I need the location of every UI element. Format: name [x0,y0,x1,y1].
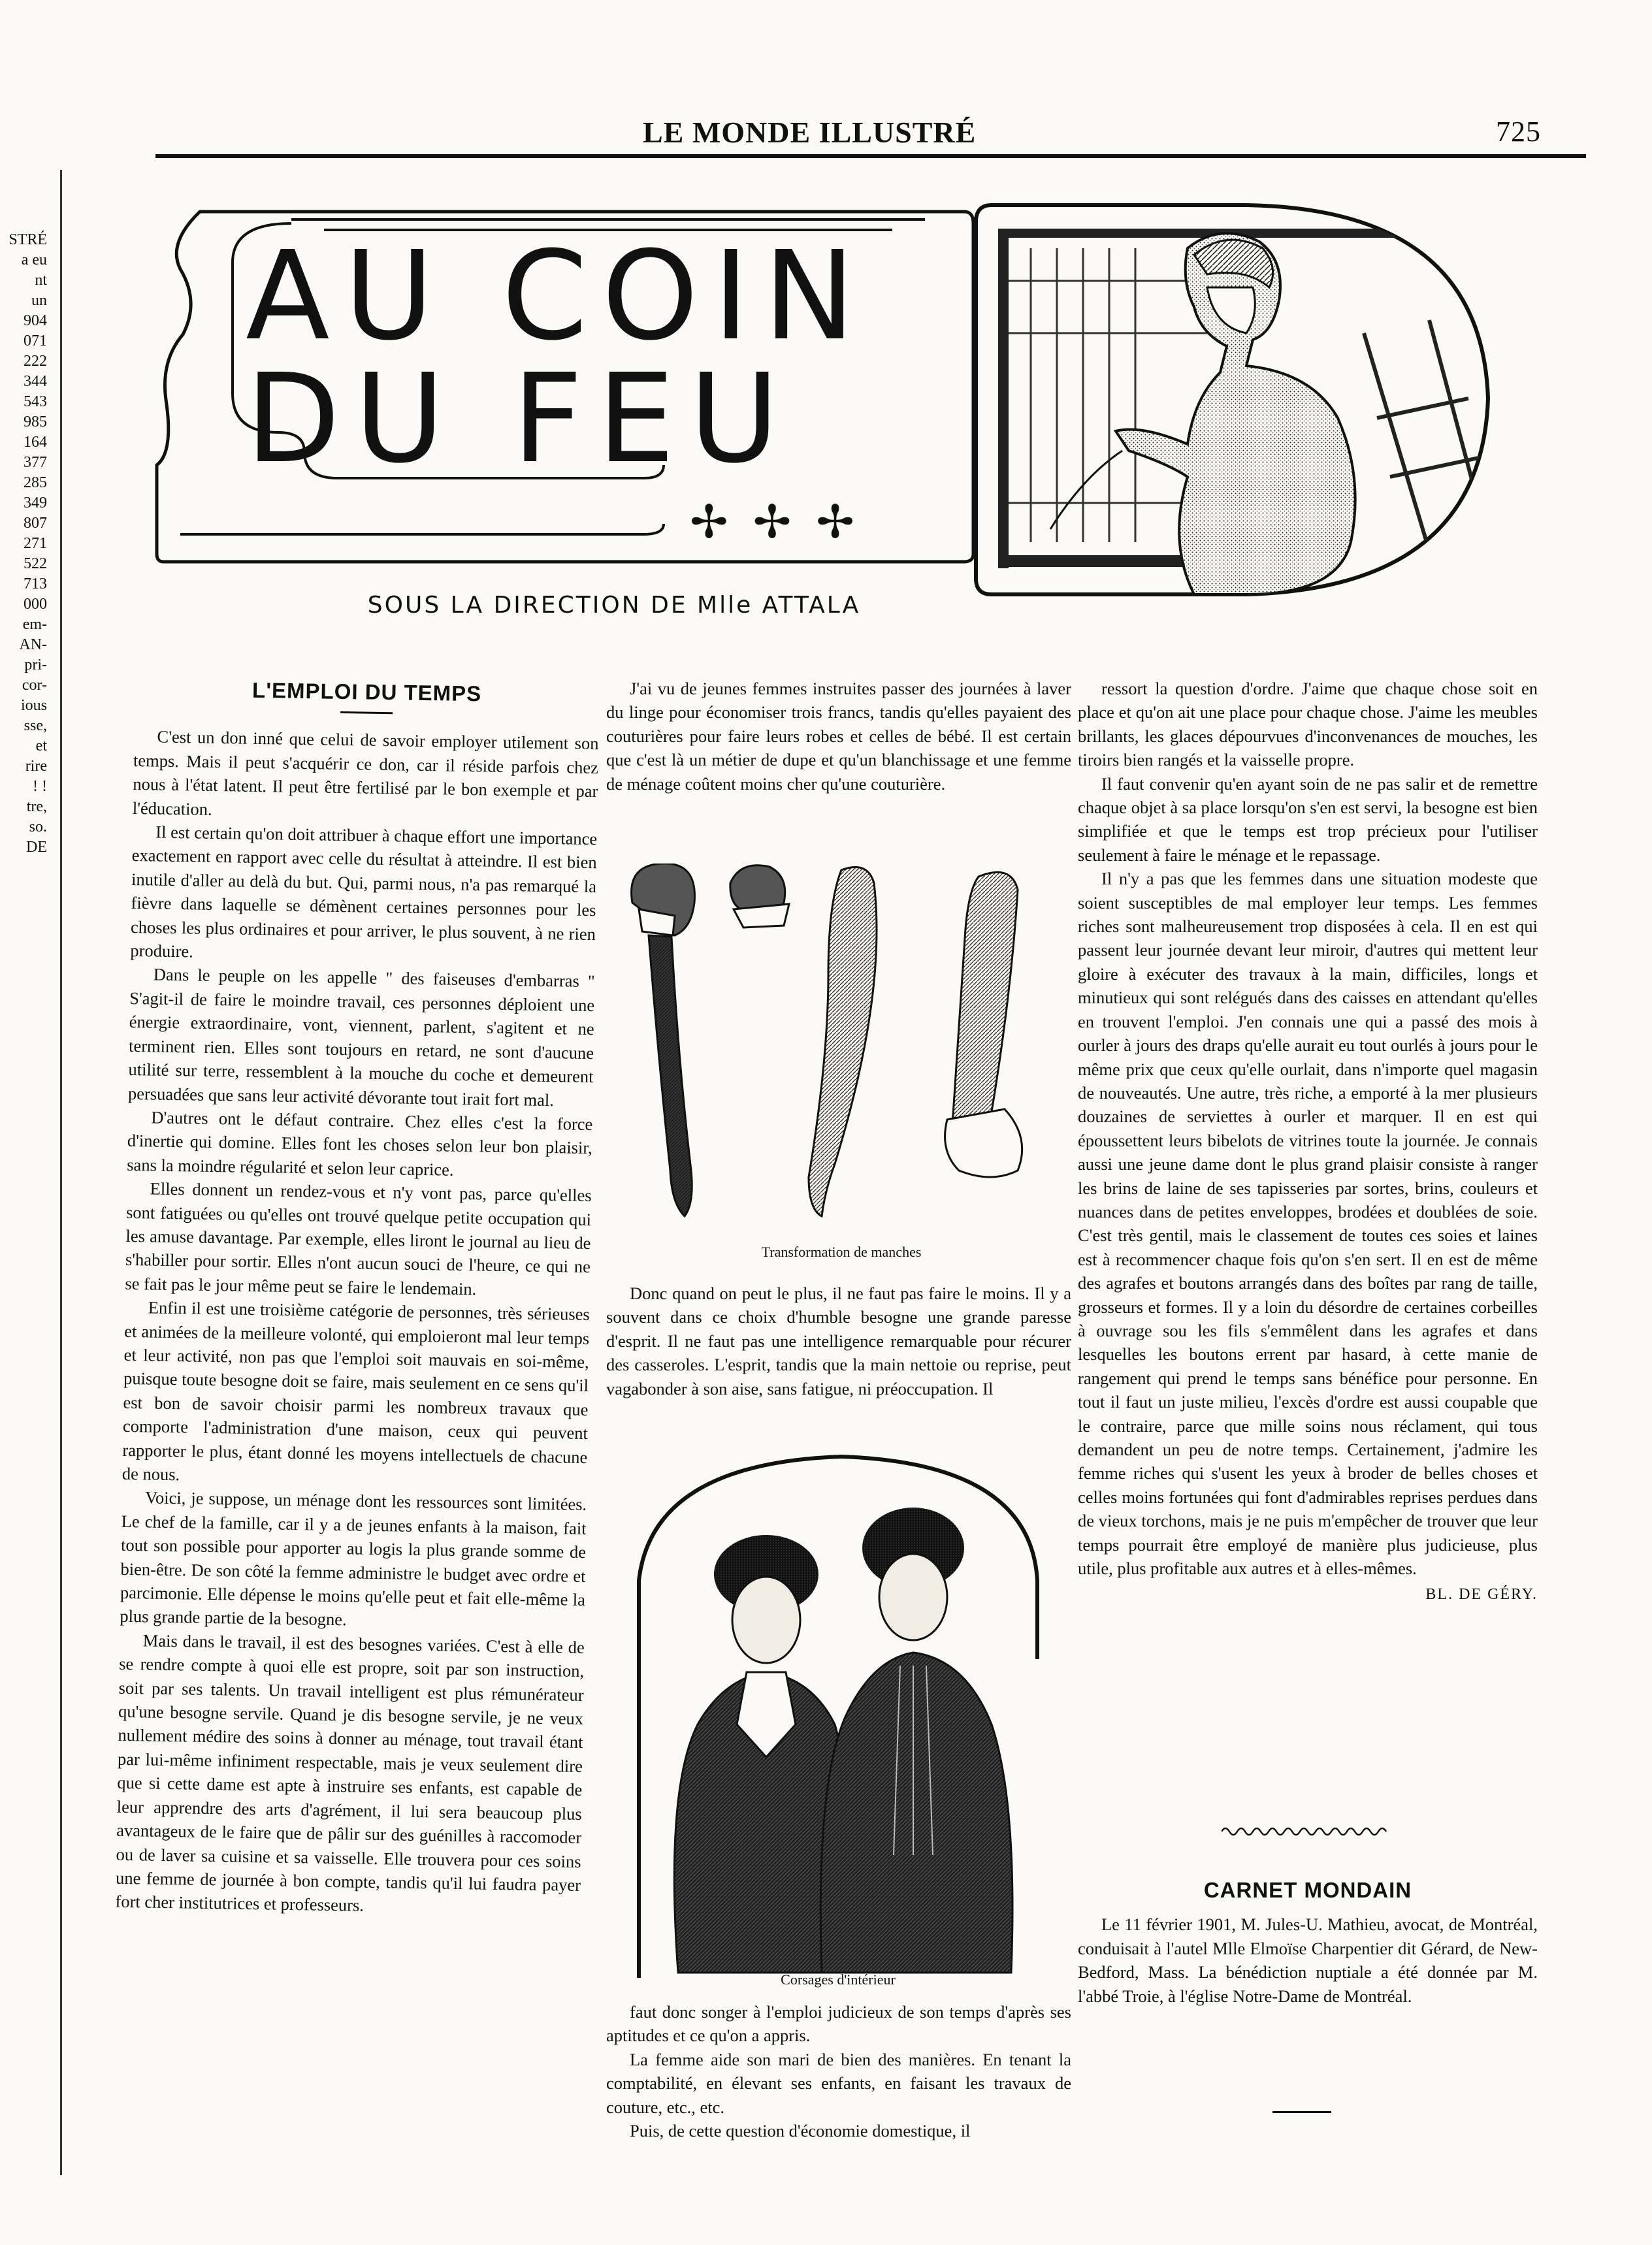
vignette-art [972,202,1495,600]
margin-fragment: nt [35,272,47,289]
margin-fragment: tre, [26,798,47,815]
end-rule [1272,2111,1331,2113]
left-margin-rule [60,170,62,2175]
header-rule [155,154,1586,158]
margin-fragment: ious [20,697,47,714]
margin-fragment: em- [22,616,47,633]
margin-fragment: 904 [24,312,47,329]
column-1 [115,677,600,1921]
paragraph: Voici, je suppose, un ménage dont les ressources sont limitées. Le chef de la famille, car il y a de jeunes enfants à la maison, fait tout son possible pour apporter au logis la plus grande somme de bien-être. De son côté la femme administre le budget avec ordre et parcimonie. Elle dépense le moins qu'elle peut et fait elle-même la plus grande partie de la besogne. [120,1487,587,1630]
paragraph: Puis, de cette question d'économie domestique, il [630,2121,971,2141]
ornament-crosses: ✢✢✢ [690,498,879,548]
signature: BL. DE GÉRY. [1425,1586,1538,1604]
sleeves-illustration [613,864,1070,1242]
margin-fragment: 713 [24,575,47,592]
margin-fragment: 271 [24,535,47,552]
paragraph: Il est certain qu'on doit attribuer à chaque effort une importance exactement en rapport avec celle du résultat à atteindre. Il est bien inutile d'aller au delà du but. Qui, parmi nous, n'a pas remarqué la fièvre dans laquelle se démènent certaines personnes pour les choses les plus ordinaires et pour arriver, le plus souvent, à ne rien produire. [130,822,598,961]
margin-fragment: 807 [24,515,47,532]
column-1-paragraphs [115,724,599,1920]
margin-fragment: 285 [24,474,47,491]
margin-fragment: 985 [24,413,47,430]
margin-fragment: so. [29,818,47,835]
paragraph: Elles donnent un rendez-vous et n'y vont pas, parce qu'elles sont fatiguées ou qu'elles ont trouvé quelque petite occupation qui les amuse davantage. Par exemple, elles liront le journal au lieu de s'habiller pour sortir. Elles n'ont aucun souci de l'heure, ce qui ne se fait pas le jour même peut se faire le lendemain. [125,1178,592,1299]
margin-fragment: un [31,292,47,309]
carnet-mondain [1078,1879,1538,2008]
margin-fragment: DE [26,839,47,856]
column-3 [1078,677,1538,1607]
column-2 [606,677,1071,796]
caption-bodices: Corsages d'intérieur [781,1971,896,1988]
margin-fragment: cor- [22,677,47,694]
paragraph: Il n'y a pas que les femmes dans une situation modeste que soient susceptibles de mal employer leur temps. Les femmes riches sont malheureusement trop disposées à cela. Il en est qui passent leur journée devant leur miroir, d'autres qui mettent leur gloire à exécuter des travaux à la main, difficiles, longs et minutieux qui sont relégués dans des caisses en attendant qu'elles en trouvent l'emploi. J'en connais une qui a passé des mois à ourler à jours des draps qu'elle aurait eu tout ourlés à jours pour le même prix que ceux qu'elle ourlait, dans n'importe quel magasin de nouveautés. Une autre, très riche, a emporté à la mer plusieurs douzaines de serviettes à ourler et marquer. Il en est qui époussettent leurs bibelots de vitrines toute la journée. Je connais aussi une jeune dame dont le plus grand plaisir consiste à ranger les brins de laine de ses tapisseries par sortes, brins, couleurs et nuances dans de petites enveloppes, brodées et doublées de soie. C'est très gentil, mais le classement de toutes ces soies et laines est à recommencer chaque fois qu'on s'en sert. Il en est de même des agrafes et boutons arrangés dans des boîtes par rang de taille, grosseurs et formes. Il y a loin du désordre de certaines corbeilles à ouvrage sou les fils s'emmêlent dans les agrafes et dans lesquelles les boutons errent par hasard, à cette manie de rangement qui prend le temps sans bénéfice pour personne. En tout il faut un juste milieu, l'excès d'ordre est aussi coupable que le contraire, parce que mille soins nous réclament, qui tous demandent un peu de notre temps. Certainement, j'admire les femme riches qui s'usent les yeux à broder de belles choses et celles moins fortunées qui font d'admirables reprises perdues dans de vieux torchons, mais je ne puis m'empêcher de trouver que leur temps pourrait être employé de manière plus judicieuse, plus utile, plus profitable aux autres et à elles-mêmes. [1078,869,1538,1579]
margin-fragment: a eu [21,251,47,268]
banner [154,204,979,567]
caption-sleeves: Transformation de manches [761,1244,922,1260]
journal-title: LE MONDE ILLUSTRÉ [643,116,977,149]
carnet-mondain-paragraph: Le 11 février 1901, M. Jules-U. Mathieu, avocat, de Montréal, conduisait à l'autel Mlle Elmoïse Charpentier dit Gérard, de New-Bedford, Mass. La bénédiction nuptiale a été donnée par M. l'abbé Troie, à l'église Notre-Dame de Montréal. [1078,1914,1538,2006]
margin-fragment: 344 [24,373,47,390]
margin-fragment: et [35,737,47,754]
page-number: 725 [1496,116,1541,148]
banner-title-line2: DU FEU [246,347,794,491]
margin-fragment: STRÉ [8,231,47,248]
paragraph: D'autres ont le défaut contraire. Chez elles c'est la force d'inertie qui domine. Elles font les choses selon leur bon plaisir, sans la moindre régularité et selon leur caprice. [127,1107,593,1180]
margin-fragment: 000 [24,596,47,613]
col2-mid [606,1282,1071,1400]
paragraph: Dans le peuple on les appelle " des faiseuses d'embarras " S'agit-il de faire le moindre travail, ces personnes déploient une énergie extraordinaire, vont, viennent, parlent, s'agitent et ne terminent rien. Elles sont toujours en retard, ne sont d'aucune utilité sur terre, ressemblent à la mouche du coche et demeurent persuadées que sans leur activité dévorante tout irait fort mal. [127,964,595,1110]
margin-fragment: sse, [24,717,47,734]
paragraph: Enfin il est une troisième catégorie de personnes, très sérieuses et animées de la meilleure volonté, qui emploieront mal leur temps et leur activité, non pas que l'emploi soit mauvais en soi-même, puisque toute besogne doit se faire, mais seulement en ce sens qu'il est bon de savoir choisir parmi les nombreux travaux que comporte l'administration d'une maison, ceux qui peuvent rapporter le plus, étant donné les moyens intellectuels de chacune de nous. [121,1297,590,1485]
spinning-woman-illustration [972,202,1495,600]
margin-fragment: 222 [24,353,47,370]
paragraph: La femme aide son mari de bien des manières. En tenant la comptabilité, en élevant ses enfants, en faisant les travaux de couture, etc., etc. [606,2049,1071,2117]
paragraph: Mais dans le travail, il est des besognes variées. C'est à elle de se rendre compte à quoi elle est propre, soit par son instruction, soit par ses talents. Un travail intelligent est plus rémunérateur qu'une besogne servile. Quand je dis besogne servile, je ne veux nullement médire des soins à donner au ménage, tout travail étant par lui-même infiniment respectable, mais je veux seulement dire que si cette dame est apte à instruire ses enfants, est capable de leur apprendre des arts d'agrément, il lui sera beaucoup plus avantageux de le faire que de pâlir sur des guénilles à raccomoder ou de laver sa cuisine et sa vaisselle. Elle trouvera pour ces soins une femme de journée à bon compte, tandis qu'il lui faudra payer fort cher institutrices et professeurs. [115,1630,585,1916]
margin-fragment: pri- [24,656,47,673]
col2-bottom [606,2000,1071,2142]
left-margin-fragments [0,230,51,858]
margin-fragment: ! ! [33,778,47,795]
direction-line: SOUS LA DIRECTION DE Mlle ATTALA [367,592,861,619]
column-3-paragraphs [1078,677,1538,1580]
paragraph: C'est un don inné que celui de savoir employer utilement son temps. Mais il peut s'acquérir ce don, car il réside parfois chez nous à l'état latent. Il peut être fertilisé par le bon exemple et par l'éducation. [132,726,599,819]
carnet-mondain-title: CARNET MONDAIN [1203,1878,1412,1902]
margin-fragment: 164 [24,434,47,451]
sleeves-art [613,864,1070,1242]
margin-fragment: rire [25,758,47,775]
margin-fragment: 543 [24,393,47,410]
bodices-illustration [626,1450,1050,1978]
margin-fragment: 071 [24,332,47,349]
margin-fragment: AN- [19,636,47,653]
bodices-art [626,1450,1050,1978]
paragraph: Il faut convenir qu'en ayant soin de ne pas salir et de remettre chaque objet à sa place lorsqu'on s'en est servi, la besogne est bien simplifiée et que le temps est trop précieux pour l'utiliser seulement à faire le ménage et le repassage. [1078,773,1538,865]
article-title: L'EMPLOI DU TEMPS [251,677,482,706]
margin-fragment: 349 [24,494,47,511]
banner-title-line1: AU COIN [246,225,870,368]
margin-fragment: 377 [24,454,47,471]
wavy-divider [1222,1825,1391,1838]
paragraph: ressort la question d'ordre. J'aime que chaque chose soit en place et qu'on ait une place pour chaque chose. J'aime les meubles brillants, les glaces dépourvues d'inconvenances de mouches, les tiroirs bien rangés et la vaisselle propre. [1078,679,1538,770]
col2-top-paragraph: J'ai vu de jeunes femmes instruites passer des journées à laver du linge pour économiser trois francs, tandis qu'elles payaient des couturières pour faire leurs robes et celles de bébé. Il est certain que c'est là un métier de dupe et qu'un blanchissage et une femme de ménage coûtent moins cher qu'une couturière. [606,679,1071,794]
col2-bottom-paragraphs [606,2000,1071,2142]
paragraph: faut donc songer à l'emploi judicieux de son temps d'après ses aptitudes et ce qu'on a appris. [606,2002,1071,2046]
margin-fragment: 522 [24,555,47,572]
title-rule [340,711,393,714]
col2-mid-paragraph: Donc quand on peut le plus, il ne faut pas faire le moins. Il y a souvent dans ce choix d'humble besogne une grande paresse d'esprit. Il ne faut pas une intelligence remarquable pour récurer des casseroles. L'esprit, tandis que la main nettoie ou reprise, peut vagabonder à son aise, sans fatigue, ni préoccupation. Il [606,1284,1071,1398]
